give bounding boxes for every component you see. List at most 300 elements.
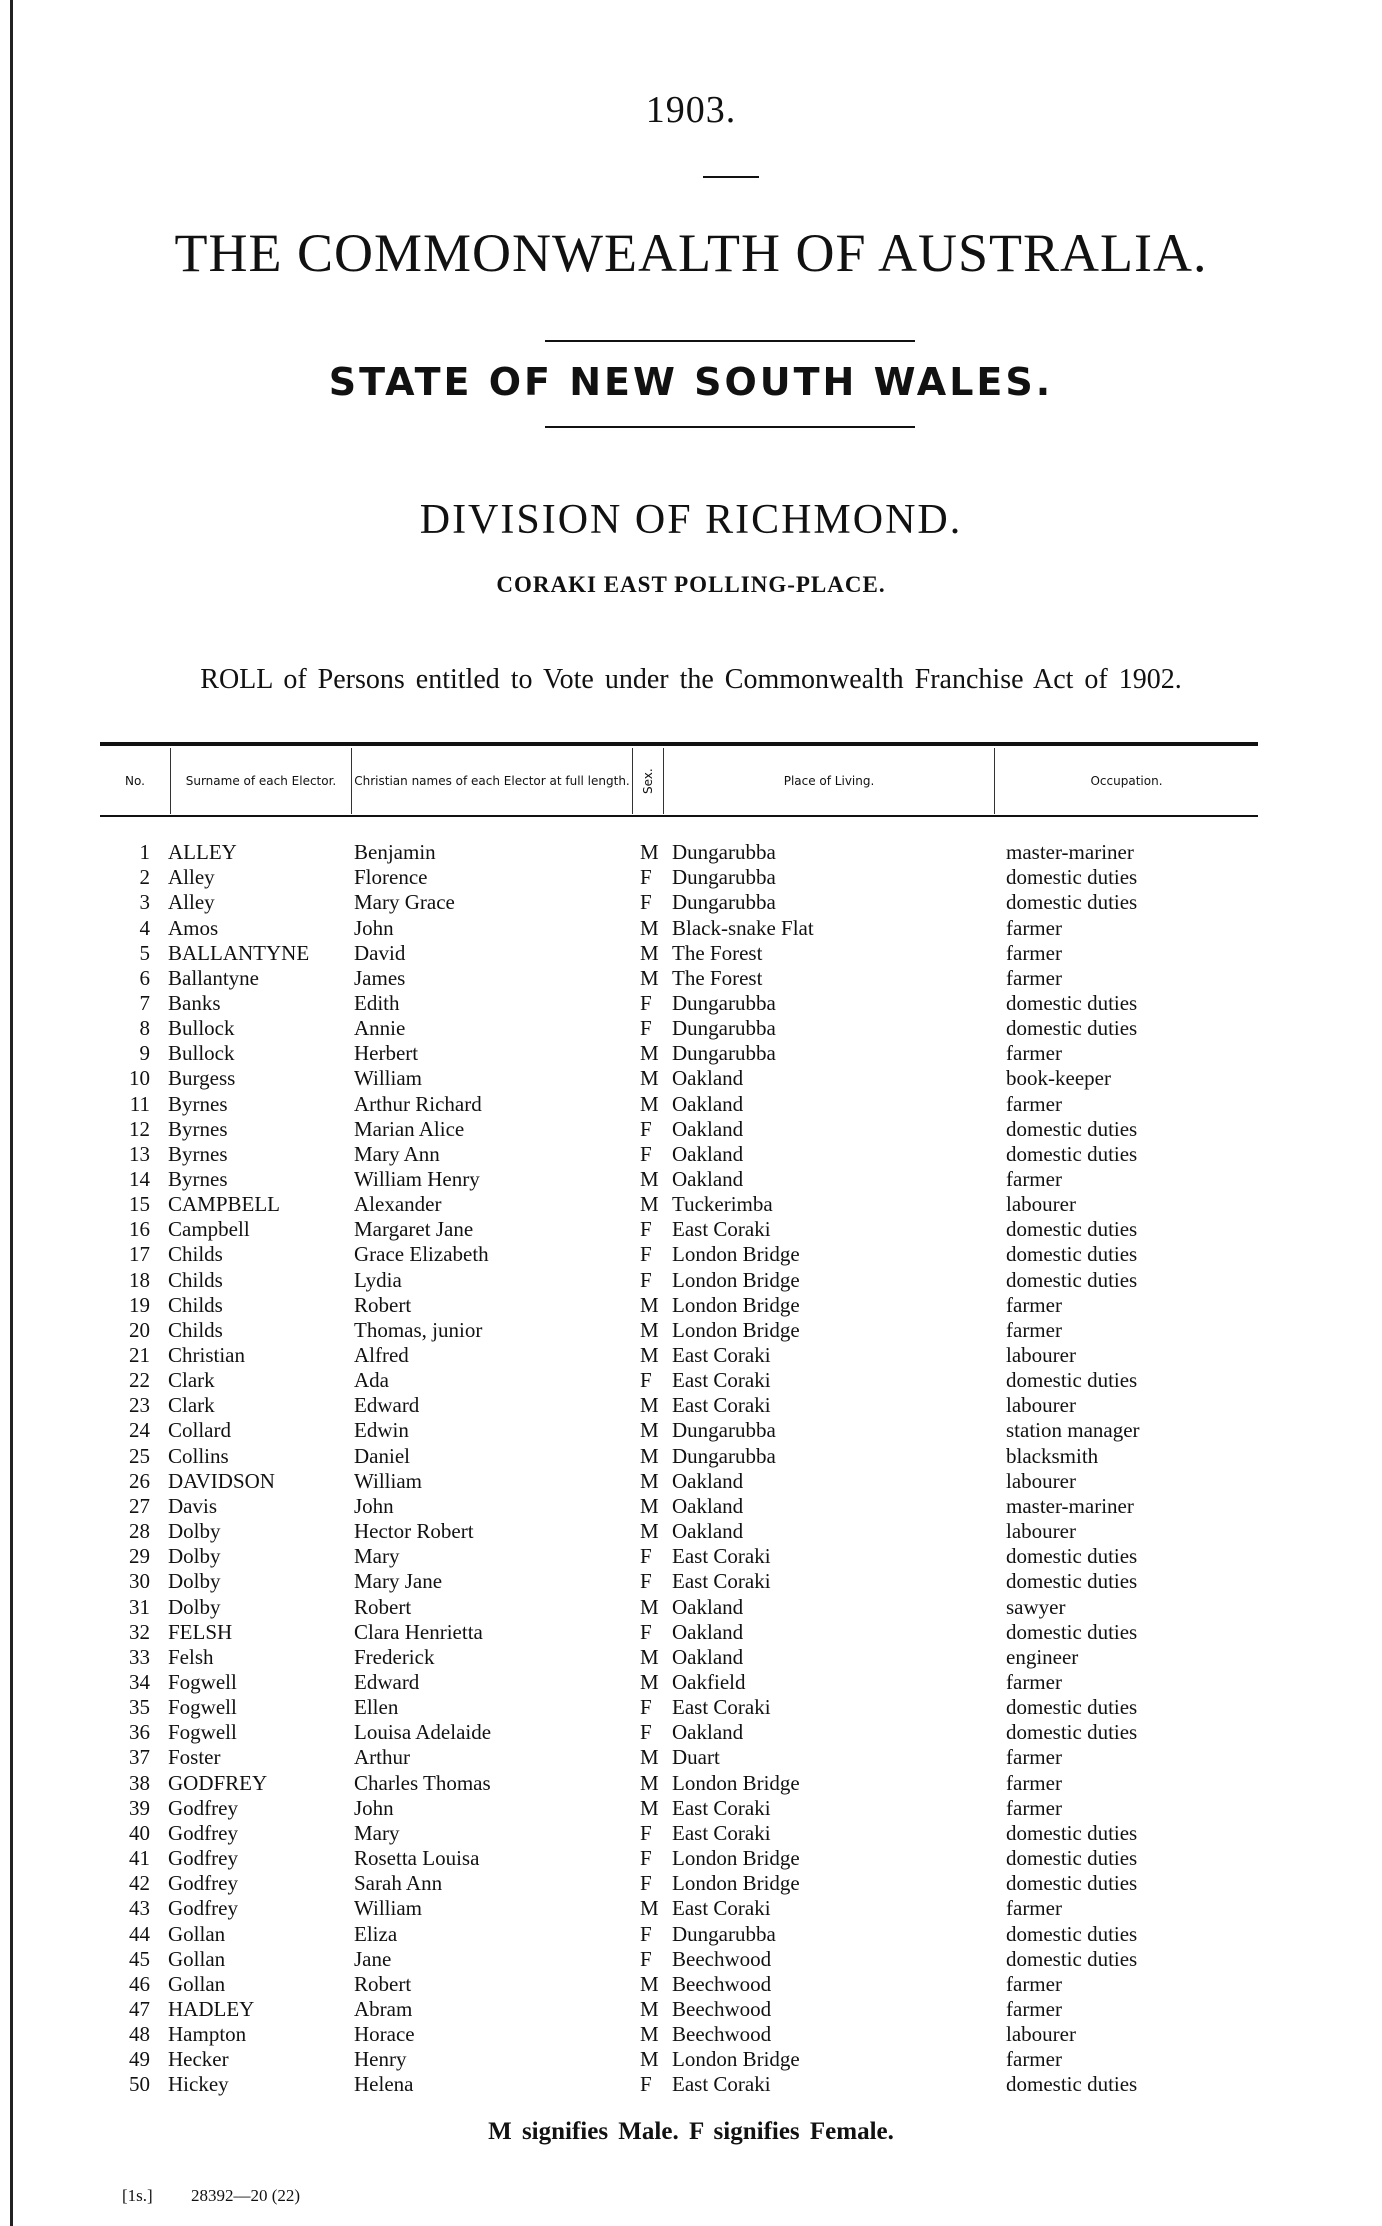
table-row [0, 2047, 1382, 2072]
elector-number: 50 [129, 2072, 150, 2097]
elector-sex: M [640, 1770, 659, 1795]
elector-sex: M [640, 1167, 659, 1191]
elector-surname: Godfrey [168, 1795, 238, 1820]
elector-number: 44 [129, 1921, 150, 1946]
elector-sex: M [640, 1971, 659, 1996]
table-row [0, 1016, 1382, 1041]
elector-place-of-living: Black-snake Flat [672, 915, 814, 940]
column-header-christian-names: Christian names of each Elector at full length. [354, 774, 630, 788]
elector-sex: M [640, 840, 659, 864]
table-row [0, 1393, 1382, 1418]
elector-sex: M [640, 1292, 659, 1317]
elector-number: 18 [129, 1267, 150, 1292]
elector-christian-names: Mary [354, 1544, 400, 1569]
elector-place-of-living: East Coraki [672, 2072, 771, 2097]
elector-place-of-living: Oakland [672, 1644, 744, 1669]
elector-number: 28 [129, 1519, 150, 1543]
elector-sex: M [640, 1091, 659, 1116]
elector-sex: M [640, 1192, 659, 1217]
elector-sex: F [640, 990, 652, 1015]
elector-occupation: book-keeper [1006, 1066, 1111, 1091]
table-row [0, 1041, 1382, 1066]
table-row [0, 991, 1382, 1016]
elector-place-of-living: London Bridge [672, 1242, 800, 1267]
elector-number: 5 [139, 940, 150, 965]
elector-sex: F [640, 890, 652, 915]
elector-place-of-living: Dungarubba [672, 1921, 776, 1946]
table-row [0, 1519, 1382, 1544]
elector-occupation: farmer [1006, 1167, 1062, 1191]
elector-place-of-living: East Coraki [672, 1368, 771, 1393]
elector-surname: Alley [168, 890, 215, 915]
elector-occupation: farmer [1006, 1795, 1062, 1820]
elector-christian-names: Daniel [354, 1443, 410, 1468]
elector-place-of-living: East Coraki [672, 1569, 771, 1594]
elector-occupation: labourer [1006, 1393, 1076, 1418]
elector-surname: Bullock [168, 1041, 235, 1066]
elector-christian-names: William [354, 1066, 422, 1091]
elector-christian-names: Lydia [354, 1267, 402, 1292]
elector-surname: Godfrey [168, 1871, 238, 1896]
table-row [0, 1293, 1382, 1318]
elector-surname: Godfrey [168, 1896, 238, 1921]
elector-surname: Childs [168, 1292, 223, 1317]
elector-occupation: domestic duties [1006, 1267, 1138, 1292]
table-row [0, 1343, 1382, 1368]
elector-surname: HADLEY [168, 1996, 255, 2021]
elector-sex: M [640, 1317, 659, 1342]
elector-number: 41 [129, 1846, 150, 1870]
elector-place-of-living: Dungarubba [672, 840, 776, 864]
elector-place-of-living: Oakland [672, 1066, 744, 1091]
elector-christian-names: Benjamin [354, 840, 436, 864]
table-row [0, 1494, 1382, 1519]
elector-surname: Felsh [168, 1644, 214, 1669]
elector-occupation: farmer [1006, 965, 1062, 990]
table-row [0, 1217, 1382, 1242]
elector-place-of-living: Beechwood [672, 1971, 772, 1996]
elector-number: 43 [129, 1896, 150, 1921]
elector-number: 39 [129, 1795, 150, 1820]
elector-surname: Foster [168, 1745, 221, 1770]
table-row [0, 1242, 1382, 1267]
table-row [0, 1066, 1382, 1091]
elector-christian-names: Jane [354, 1946, 392, 1971]
elector-surname: CAMPBELL [168, 1192, 281, 1217]
table-row [0, 1418, 1382, 1443]
elector-christian-names: William Henry [354, 1167, 480, 1191]
elector-number: 8 [139, 1016, 150, 1040]
elector-surname: Hickey [168, 2072, 229, 2097]
elector-christian-names: Edith [354, 990, 400, 1015]
elector-sex: M [640, 1745, 659, 1770]
elector-place-of-living: Oakland [672, 1720, 744, 1745]
elector-christian-names: Ellen [354, 1695, 399, 1720]
elector-occupation: farmer [1006, 1770, 1062, 1795]
elector-christian-names: Rosetta Louisa [354, 1846, 480, 1870]
elector-place-of-living: East Coraki [672, 1343, 771, 1367]
elector-christian-names: Ada [354, 1368, 389, 1393]
elector-occupation: domestic duties [1006, 2072, 1138, 2097]
elector-number: 30 [129, 1569, 150, 1594]
elector-surname: Byrnes [168, 1141, 228, 1166]
print-code: 28392—20 (22) [190, 2186, 301, 2205]
table-row [0, 1871, 1382, 1896]
elector-surname: Fogwell [168, 1669, 237, 1694]
elector-occupation: farmer [1006, 1041, 1062, 1066]
elector-place-of-living: East Coraki [672, 1544, 771, 1569]
elector-number: 7 [139, 990, 150, 1015]
elector-number: 38 [129, 1770, 150, 1795]
elector-christian-names: Helena [354, 2072, 414, 2097]
table-row [0, 1368, 1382, 1393]
elector-occupation: farmer [1006, 1091, 1062, 1116]
elector-place-of-living: Dungarubba [672, 1041, 776, 1066]
elector-surname: Gollan [168, 1971, 226, 1996]
roll-year: 1903. [645, 89, 737, 131]
elector-christian-names: Robert [354, 1971, 412, 1996]
elector-occupation: sawyer [1006, 1594, 1066, 1619]
elector-sex: M [640, 1594, 659, 1619]
elector-surname: Burgess [168, 1066, 236, 1091]
table-row [0, 1997, 1382, 2022]
table-row [0, 1544, 1382, 1569]
elector-christian-names: Mary Grace [354, 890, 455, 915]
elector-occupation: domestic duties [1006, 1846, 1138, 1870]
elector-place-of-living: Tuckerimba [672, 1192, 773, 1217]
elector-sex: M [640, 1041, 659, 1066]
price-mark: [1s.] [122, 2186, 153, 2205]
table-row [0, 1645, 1382, 1670]
elector-occupation: farmer [1006, 1317, 1062, 1342]
elector-sex: F [640, 1217, 652, 1242]
elector-christian-names: Eliza [354, 1921, 398, 1946]
elector-number: 3 [139, 890, 150, 915]
elector-surname: Christian [168, 1343, 245, 1367]
elector-christian-names: Horace [354, 2022, 415, 2046]
table-row [0, 1268, 1382, 1293]
table-row [0, 966, 1382, 991]
elector-occupation: domestic duties [1006, 890, 1138, 915]
elector-number: 49 [129, 2047, 150, 2072]
table-row [0, 1469, 1382, 1494]
elector-christian-names: Herbert [354, 1041, 419, 1066]
elector-number: 1 [139, 840, 150, 864]
elector-occupation: domestic duties [1006, 1141, 1138, 1166]
elector-place-of-living: London Bridge [672, 1871, 800, 1896]
elector-sex: F [640, 1820, 652, 1845]
table-row [0, 1318, 1382, 1343]
elector-sex: M [640, 1996, 659, 2021]
elector-occupation: domestic duties [1006, 1946, 1138, 1971]
elector-sex: F [640, 1871, 652, 1896]
elector-christian-names: Edward [354, 1669, 420, 1694]
table-row [0, 1771, 1382, 1796]
elector-christian-names: Clara Henrietta [354, 1619, 483, 1644]
table-row [0, 1947, 1382, 1972]
table-row [0, 1167, 1382, 1192]
elector-occupation: farmer [1006, 940, 1062, 965]
polling-place-title: CORAKI EAST POLLING-PLACE. [496, 572, 886, 597]
elector-occupation: domestic duties [1006, 1820, 1138, 1845]
print-footer [122, 2186, 334, 2206]
elector-number: 12 [129, 1116, 150, 1141]
table-row [0, 1695, 1382, 1720]
roll-description: ROLL of Persons entitled to Vote under the Commonwealth Franchise Act of 1902. [200, 664, 1182, 695]
elector-place-of-living: Oakland [672, 1167, 744, 1191]
elector-place-of-living: The Forest [672, 940, 763, 965]
elector-occupation: farmer [1006, 1292, 1062, 1317]
elector-sex: M [640, 1669, 659, 1694]
table-top-rule [100, 742, 1258, 746]
elector-surname: Fogwell [168, 1720, 237, 1745]
elector-sex: F [640, 1569, 652, 1594]
elector-occupation: farmer [1006, 915, 1062, 940]
elector-christian-names: Margaret Jane [354, 1217, 474, 1242]
elector-occupation: domestic duties [1006, 1116, 1138, 1141]
elector-number: 29 [129, 1544, 150, 1569]
elector-christian-names: William [354, 1896, 422, 1921]
elector-christian-names: Mary Ann [354, 1141, 440, 1166]
elector-number: 17 [129, 1242, 150, 1267]
table-row [0, 2022, 1382, 2047]
elector-place-of-living: Duart [672, 1745, 720, 1770]
elector-surname: Byrnes [168, 1091, 228, 1116]
elector-number: 32 [129, 1619, 150, 1644]
elector-occupation: master-mariner [1006, 840, 1134, 864]
elector-place-of-living: Oakland [672, 1594, 744, 1619]
elector-occupation: blacksmith [1006, 1443, 1099, 1468]
elector-place-of-living: East Coraki [672, 1695, 771, 1720]
elector-surname: Gollan [168, 1946, 226, 1971]
elector-sex: F [640, 1946, 652, 1971]
elector-christian-names: Marian Alice [354, 1116, 465, 1141]
elector-christian-names: Robert [354, 1292, 412, 1317]
column-header-occupation: Occupation. [1090, 774, 1163, 788]
table-row [0, 1720, 1382, 1745]
elector-occupation: master-mariner [1006, 1493, 1134, 1518]
elector-occupation: engineer [1006, 1644, 1079, 1669]
elector-surname: Collins [168, 1443, 229, 1468]
elector-surname: Hecker [168, 2047, 229, 2072]
elector-sex: M [640, 2022, 659, 2046]
elector-sex: F [640, 1242, 652, 1267]
elector-place-of-living: London Bridge [672, 1267, 800, 1292]
elector-surname: Dolby [168, 1569, 221, 1594]
elector-place-of-living: London Bridge [672, 1770, 800, 1795]
elector-sex: M [640, 1493, 659, 1518]
elector-place-of-living: Dungarubba [672, 1443, 776, 1468]
elector-occupation: labourer [1006, 2022, 1076, 2046]
elector-occupation: domestic duties [1006, 1720, 1138, 1745]
elector-number: 31 [129, 1594, 150, 1619]
elector-place-of-living: Oakland [672, 1116, 744, 1141]
elector-number: 13 [129, 1141, 150, 1166]
elector-occupation: labourer [1006, 1519, 1076, 1543]
elector-sex: F [640, 1720, 652, 1745]
elector-number: 16 [129, 1217, 150, 1242]
elector-surname: GODFREY [168, 1770, 268, 1795]
elector-sex: F [640, 1116, 652, 1141]
elector-surname: Dolby [168, 1594, 221, 1619]
elector-surname: Byrnes [168, 1167, 228, 1191]
sex-legend: M signifies Male. F signifies Female. [488, 2118, 894, 2145]
elector-place-of-living: Oakfield [672, 1669, 746, 1694]
table-row [0, 941, 1382, 966]
elector-occupation: labourer [1006, 1468, 1076, 1493]
elector-occupation: domestic duties [1006, 1619, 1138, 1644]
elector-place-of-living: Oakland [672, 1468, 744, 1493]
elector-number: 33 [129, 1644, 150, 1669]
table-header-rule [100, 815, 1258, 817]
elector-place-of-living: East Coraki [672, 1795, 771, 1820]
table-row [0, 1796, 1382, 1821]
elector-sex: F [640, 1695, 652, 1720]
elector-sex: F [640, 865, 652, 890]
elector-sex: M [640, 1468, 659, 1493]
elector-sex: F [640, 1921, 652, 1946]
elector-occupation: farmer [1006, 1669, 1062, 1694]
elector-occupation: farmer [1006, 1996, 1062, 2021]
elector-number: 36 [129, 1720, 150, 1745]
elector-sex: F [640, 1846, 652, 1870]
elector-christian-names: Alfred [354, 1343, 409, 1367]
elector-surname: Fogwell [168, 1695, 237, 1720]
state-title: STATE OF NEW SOUTH WALES. [328, 360, 1054, 404]
elector-sex: F [640, 2072, 652, 2097]
elector-number: 46 [129, 1971, 150, 1996]
elector-surname: Banks [168, 990, 221, 1015]
elector-place-of-living: The Forest [672, 965, 763, 990]
elector-sex: M [640, 1896, 659, 1921]
elector-sex: M [640, 1795, 659, 1820]
elector-number: 10 [129, 1066, 150, 1091]
elector-occupation: domestic duties [1006, 990, 1138, 1015]
elector-occupation: domestic duties [1006, 865, 1138, 890]
elector-place-of-living: Dungarubba [672, 1418, 776, 1443]
elector-occupation: farmer [1006, 1896, 1062, 1921]
elector-surname: Byrnes [168, 1116, 228, 1141]
elector-surname: Alley [168, 865, 215, 890]
elector-sex: M [640, 1519, 659, 1543]
elector-occupation: domestic duties [1006, 1569, 1138, 1594]
elector-sex: M [640, 1343, 659, 1367]
elector-occupation: domestic duties [1006, 1544, 1138, 1569]
elector-sex: F [640, 1619, 652, 1644]
elector-number: 4 [139, 915, 150, 940]
elector-sex: M [640, 1393, 659, 1418]
elector-occupation: farmer [1006, 1971, 1062, 1996]
table-row [0, 1192, 1382, 1217]
table-row [0, 1922, 1382, 1947]
elector-christian-names: Henry [354, 2047, 407, 2072]
elector-surname: Childs [168, 1267, 223, 1292]
elector-surname: Godfrey [168, 1846, 238, 1870]
elector-place-of-living: East Coraki [672, 1896, 771, 1921]
elector-number: 42 [129, 1871, 150, 1896]
elector-place-of-living: Oakland [672, 1141, 744, 1166]
elector-sex: M [640, 940, 659, 965]
column-header-place: Place of Living. [783, 774, 875, 788]
elector-christian-names: Grace Elizabeth [354, 1242, 489, 1267]
elector-christian-names: Annie [354, 1016, 406, 1040]
elector-place-of-living: London Bridge [672, 1317, 800, 1342]
elector-christian-names: Edward [354, 1393, 420, 1418]
elector-number: 20 [129, 1317, 150, 1342]
elector-surname: Childs [168, 1317, 223, 1342]
elector-occupation: labourer [1006, 1192, 1076, 1217]
elector-number: 40 [129, 1820, 150, 1845]
elector-surname: Bullock [168, 1016, 235, 1040]
elector-number: 19 [129, 1292, 150, 1317]
elector-place-of-living: Oakland [672, 1519, 744, 1543]
elector-sex: M [640, 2047, 659, 2072]
table-row [0, 840, 1382, 865]
elector-christian-names: Alexander [354, 1192, 442, 1217]
elector-occupation: domestic duties [1006, 1695, 1138, 1720]
elector-number: 26 [129, 1468, 150, 1493]
elector-number: 25 [129, 1443, 150, 1468]
elector-sex: F [640, 1141, 652, 1166]
elector-surname: BALLANTYNE [168, 940, 310, 965]
elector-place-of-living: London Bridge [672, 1846, 800, 1870]
table-row [0, 1896, 1382, 1921]
elector-occupation: domestic duties [1006, 1921, 1138, 1946]
elector-number: 48 [129, 2022, 150, 2046]
column-header-no: No. [125, 774, 145, 788]
elector-occupation: farmer [1006, 2047, 1062, 2072]
column-header-surname: Surname of each Elector. [185, 774, 337, 788]
elector-number: 6 [139, 965, 150, 990]
elector-christian-names: Arthur Richard [354, 1091, 482, 1116]
table-row [0, 1092, 1382, 1117]
table-row [0, 1972, 1382, 1997]
table-row [0, 1620, 1382, 1645]
elector-place-of-living: East Coraki [672, 1393, 771, 1418]
elector-place-of-living: Dungarubba [672, 865, 776, 890]
elector-sex: F [640, 1544, 652, 1569]
elector-christian-names: Frederick [354, 1644, 435, 1669]
elector-sex: M [640, 1443, 659, 1468]
division-title: DIVISION OF RICHMOND. [419, 497, 963, 543]
table-row [0, 1142, 1382, 1167]
elector-number: 15 [129, 1192, 150, 1217]
elector-sex: M [640, 1644, 659, 1669]
elector-christian-names: Arthur [354, 1745, 410, 1770]
elector-occupation: domestic duties [1006, 1016, 1138, 1040]
elector-occupation: station manager [1006, 1418, 1140, 1443]
elector-place-of-living: Dungarubba [672, 890, 776, 915]
table-row [0, 890, 1382, 915]
elector-christian-names: Thomas, junior [354, 1317, 483, 1342]
elector-surname: Childs [168, 1242, 223, 1267]
elector-number: 35 [129, 1695, 150, 1720]
elector-christian-names: Hector Robert [354, 1519, 474, 1543]
state-rule-top [545, 340, 915, 342]
elector-place-of-living: Oakland [672, 1619, 744, 1644]
elector-number: 24 [129, 1418, 150, 1443]
table-row [0, 916, 1382, 941]
elector-sex: F [640, 1267, 652, 1292]
elector-sex: F [640, 1016, 652, 1040]
elector-christian-names: Florence [354, 865, 428, 890]
table-row [0, 1117, 1382, 1142]
elector-number: 22 [129, 1368, 150, 1393]
elector-surname: Davis [168, 1493, 217, 1518]
elector-surname: Campbell [168, 1217, 250, 1242]
elector-christian-names: Edwin [354, 1418, 409, 1443]
elector-christian-names: Charles Thomas [354, 1770, 491, 1795]
